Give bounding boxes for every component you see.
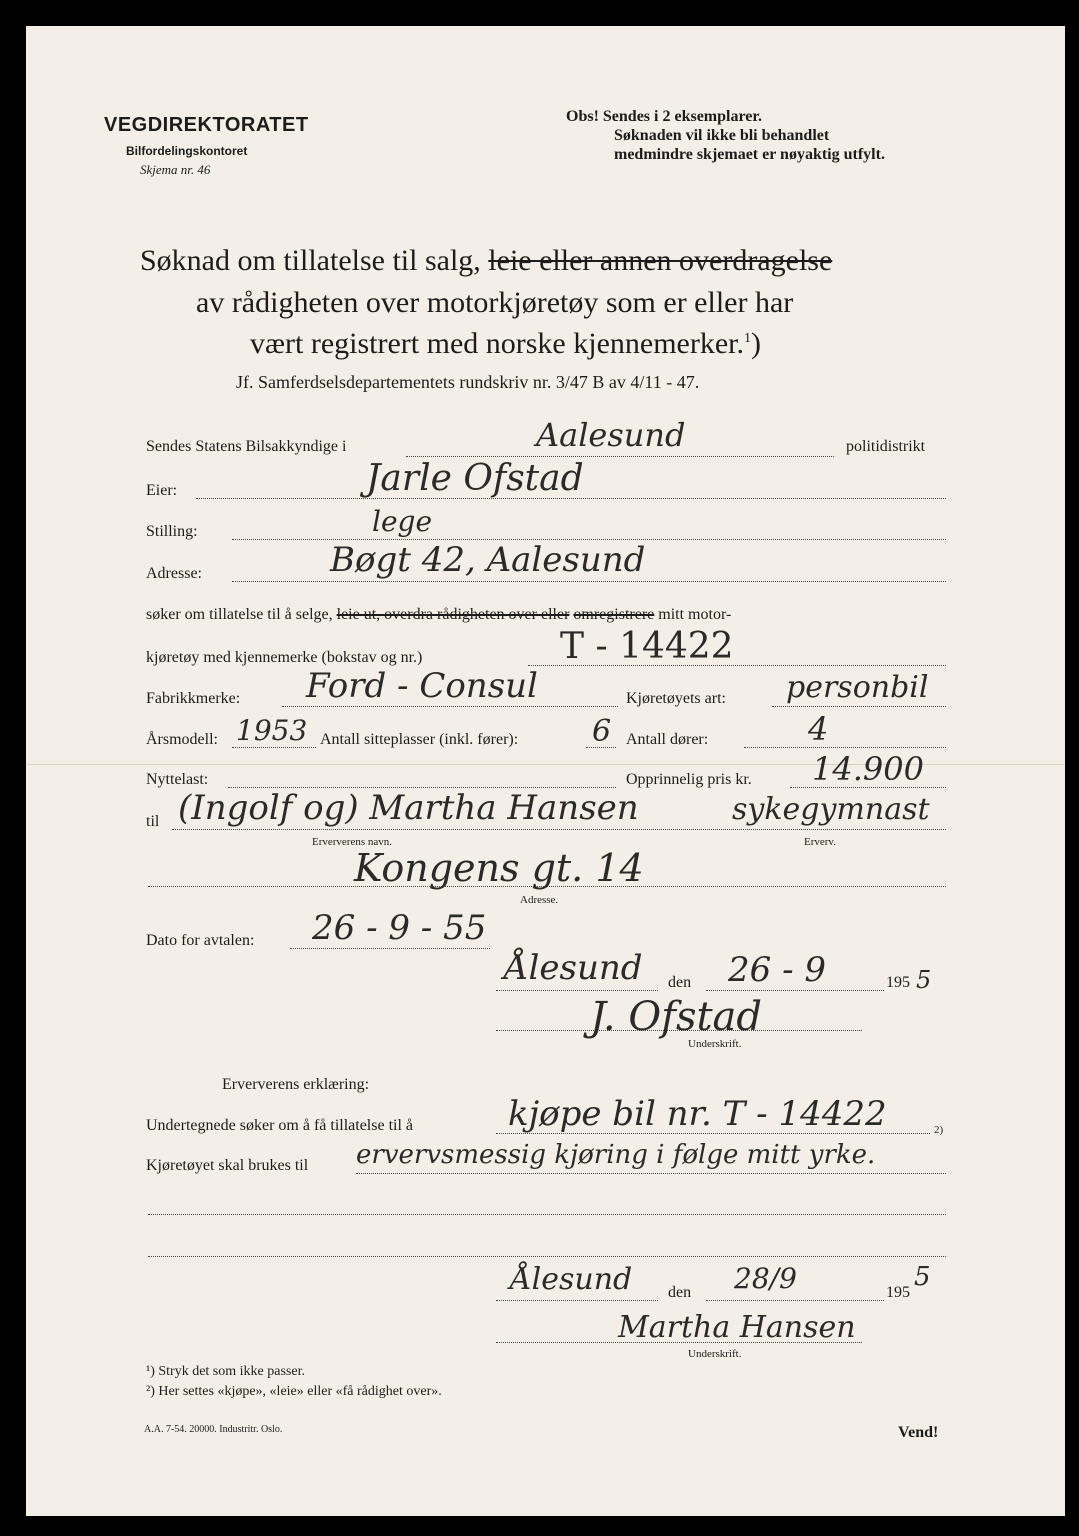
year-digit-1: 5 — [916, 966, 932, 994]
signature-1: J. Ofstad — [590, 994, 763, 1040]
sitteplasser-value: 6 — [592, 714, 612, 749]
reference-circular: Jf. Samferdselsdepartementets rundskriv nr. 3/47 B av 4/11 - 47. — [236, 372, 700, 392]
title-line-1-text: Søknad om tillatelse til salg, — [140, 244, 481, 277]
adresse-value: Bøgt 42, Aalesund — [330, 540, 646, 580]
soker-text — [146, 606, 731, 624]
dorer-label: Antall dører: — [626, 731, 709, 748]
til-value: (Ingolf og) Martha Hansen — [178, 788, 639, 828]
soker-struck-1: leie ut, overdra rådigheten over eller — [336, 606, 570, 623]
blank-line-1 — [148, 1214, 946, 1215]
erklaering-heading: Erververens erklæring: — [222, 1076, 370, 1093]
title-line-3-end: ) — [751, 327, 762, 360]
sendes-label: Sendes Statens Bilsakkyndige i — [146, 438, 347, 455]
year-digit-2: 5 — [914, 1262, 931, 1292]
fabrikkmerke-line — [282, 706, 618, 707]
stilling-value: lege — [372, 505, 433, 538]
stilling-label: Stilling: — [146, 523, 198, 540]
title-line-1 — [140, 244, 832, 278]
footnote-2: ²) Her settes «kjøpe», «leie» eller «få rådighet over». — [146, 1384, 442, 1399]
footnote-1: ¹) Stryk det som ikke passer. — [146, 1364, 305, 1379]
printer-imprint: A.A. 7-54. 20000. Industritr. Oslo. — [144, 1424, 283, 1435]
underskrift-caption-2: Underskrift. — [688, 1348, 742, 1360]
notice-line-3: medmindre skjemaet er nøyaktig utfylt. — [614, 146, 885, 163]
vend-note: Vend! — [898, 1424, 939, 1441]
dato-avtalen-label: Dato for avtalen: — [146, 932, 255, 949]
title-line-2: av rådigheten over motorkjøretøy som er eller har — [196, 286, 794, 319]
erververnavn-caption: Erververens navn. — [312, 836, 393, 848]
adresse-label: Adresse: — [146, 565, 202, 582]
form-number: Skjema nr. 46 — [140, 162, 211, 177]
year-prefix-1: 195 — [886, 974, 910, 991]
brukes-label: Kjøretøyet skal brukes til — [146, 1157, 309, 1174]
eier-label: Eier: — [146, 482, 178, 499]
art-label: Kjøretøyets art: — [626, 690, 726, 707]
blank-line-2 — [148, 1256, 946, 1257]
sted-1-value: Ålesund — [504, 948, 643, 988]
title-line-3 — [250, 327, 761, 361]
art-value: personbil — [786, 670, 929, 705]
eier-value: Jarle Ofstad — [366, 458, 584, 499]
erverv-value: sykegymnast — [732, 792, 930, 827]
soker-text-b: mitt motor- — [658, 606, 732, 623]
footnote-2-mark: 2) — [934, 1124, 944, 1136]
til-label: til — [146, 813, 160, 830]
adresse-caption: Adresse. — [520, 894, 559, 906]
sted-2-value: Ålesund — [510, 1262, 633, 1297]
brukes-value: ervervsmessig kjøring i følge mitt yrke. — [356, 1140, 876, 1170]
notice-line-2: Søknaden vil ikke bli behandlet — [614, 127, 830, 144]
dorer-value: 4 — [808, 710, 829, 748]
dato-avtalen-value: 26 - 9 - 55 — [312, 908, 487, 948]
soker-text-a: søker om tillatelse til å selge, — [146, 606, 333, 623]
kjennemerke-value: T - 14422 — [560, 626, 734, 667]
fabrikkmerke-value: Ford - Consul — [306, 666, 538, 706]
erverv-adresse-value: Kongens gt. 14 — [354, 846, 644, 890]
brukes-line — [356, 1173, 946, 1174]
title-struck-text: leie eller annen overdragelse — [488, 244, 833, 277]
undertegnede-label: Undertegnede søker om å få tillatelse til å — [146, 1117, 414, 1134]
title-line-3-text: vært registrert med norske kjennemerker. — [250, 327, 745, 360]
den-label-2: den — [668, 1284, 692, 1301]
erverv-caption: Erverv. — [804, 836, 836, 848]
art-line — [772, 706, 946, 707]
pris-value: 14.900 — [812, 750, 924, 788]
politidistrikt-label: politidistrikt — [846, 438, 926, 455]
office-name: VEGDIREKTORATET — [104, 114, 309, 136]
soker-struck-2: omregistrere — [573, 606, 655, 623]
sitteplasser-label: Antall sitteplasser (inkl. fører): — [320, 731, 519, 748]
arsmodell-label: Årsmodell: — [146, 731, 218, 748]
nyttelast-label: Nyttelast: — [146, 771, 209, 788]
dato-1-value: 26 - 9 — [728, 950, 826, 990]
fabrikkmerke-label: Fabrikkmerke: — [146, 690, 241, 707]
til-line — [172, 829, 946, 830]
sted-1-line — [496, 990, 658, 991]
arsmodell-value: 1953 — [236, 714, 308, 747]
sendes-line — [406, 456, 834, 457]
adresse-line — [232, 581, 946, 582]
dato-avtalen-line — [290, 948, 490, 949]
underskrift-caption-1: Underskrift. — [688, 1038, 742, 1050]
pris-label: Opprinnelig pris kr. — [626, 771, 752, 788]
title-footnote-mark: 1 — [744, 331, 752, 346]
kjennemerke-label: kjøretøy med kjennemerke (bokstav og nr.) — [146, 649, 423, 666]
arsmodell-line — [232, 747, 316, 748]
year-prefix-2: 195 — [886, 1284, 910, 1301]
den-label-1: den — [668, 974, 692, 991]
department-name: Bilfordelingskontoret — [126, 144, 248, 158]
sendes-value: Aalesund — [536, 416, 686, 454]
signature-2: Martha Hansen — [618, 1310, 856, 1345]
undertegnede-value: kjøpe bil nr. T - 14422 — [508, 1094, 887, 1134]
dorer-line — [744, 747, 946, 748]
dato-2-line — [706, 1300, 884, 1301]
dato-2-value: 28/9 — [734, 1262, 797, 1295]
sted-2-line — [496, 1300, 658, 1301]
notice-line-1: Obs! Sendes i 2 eksemplarer. — [566, 108, 763, 125]
dato-1-line — [706, 990, 884, 991]
